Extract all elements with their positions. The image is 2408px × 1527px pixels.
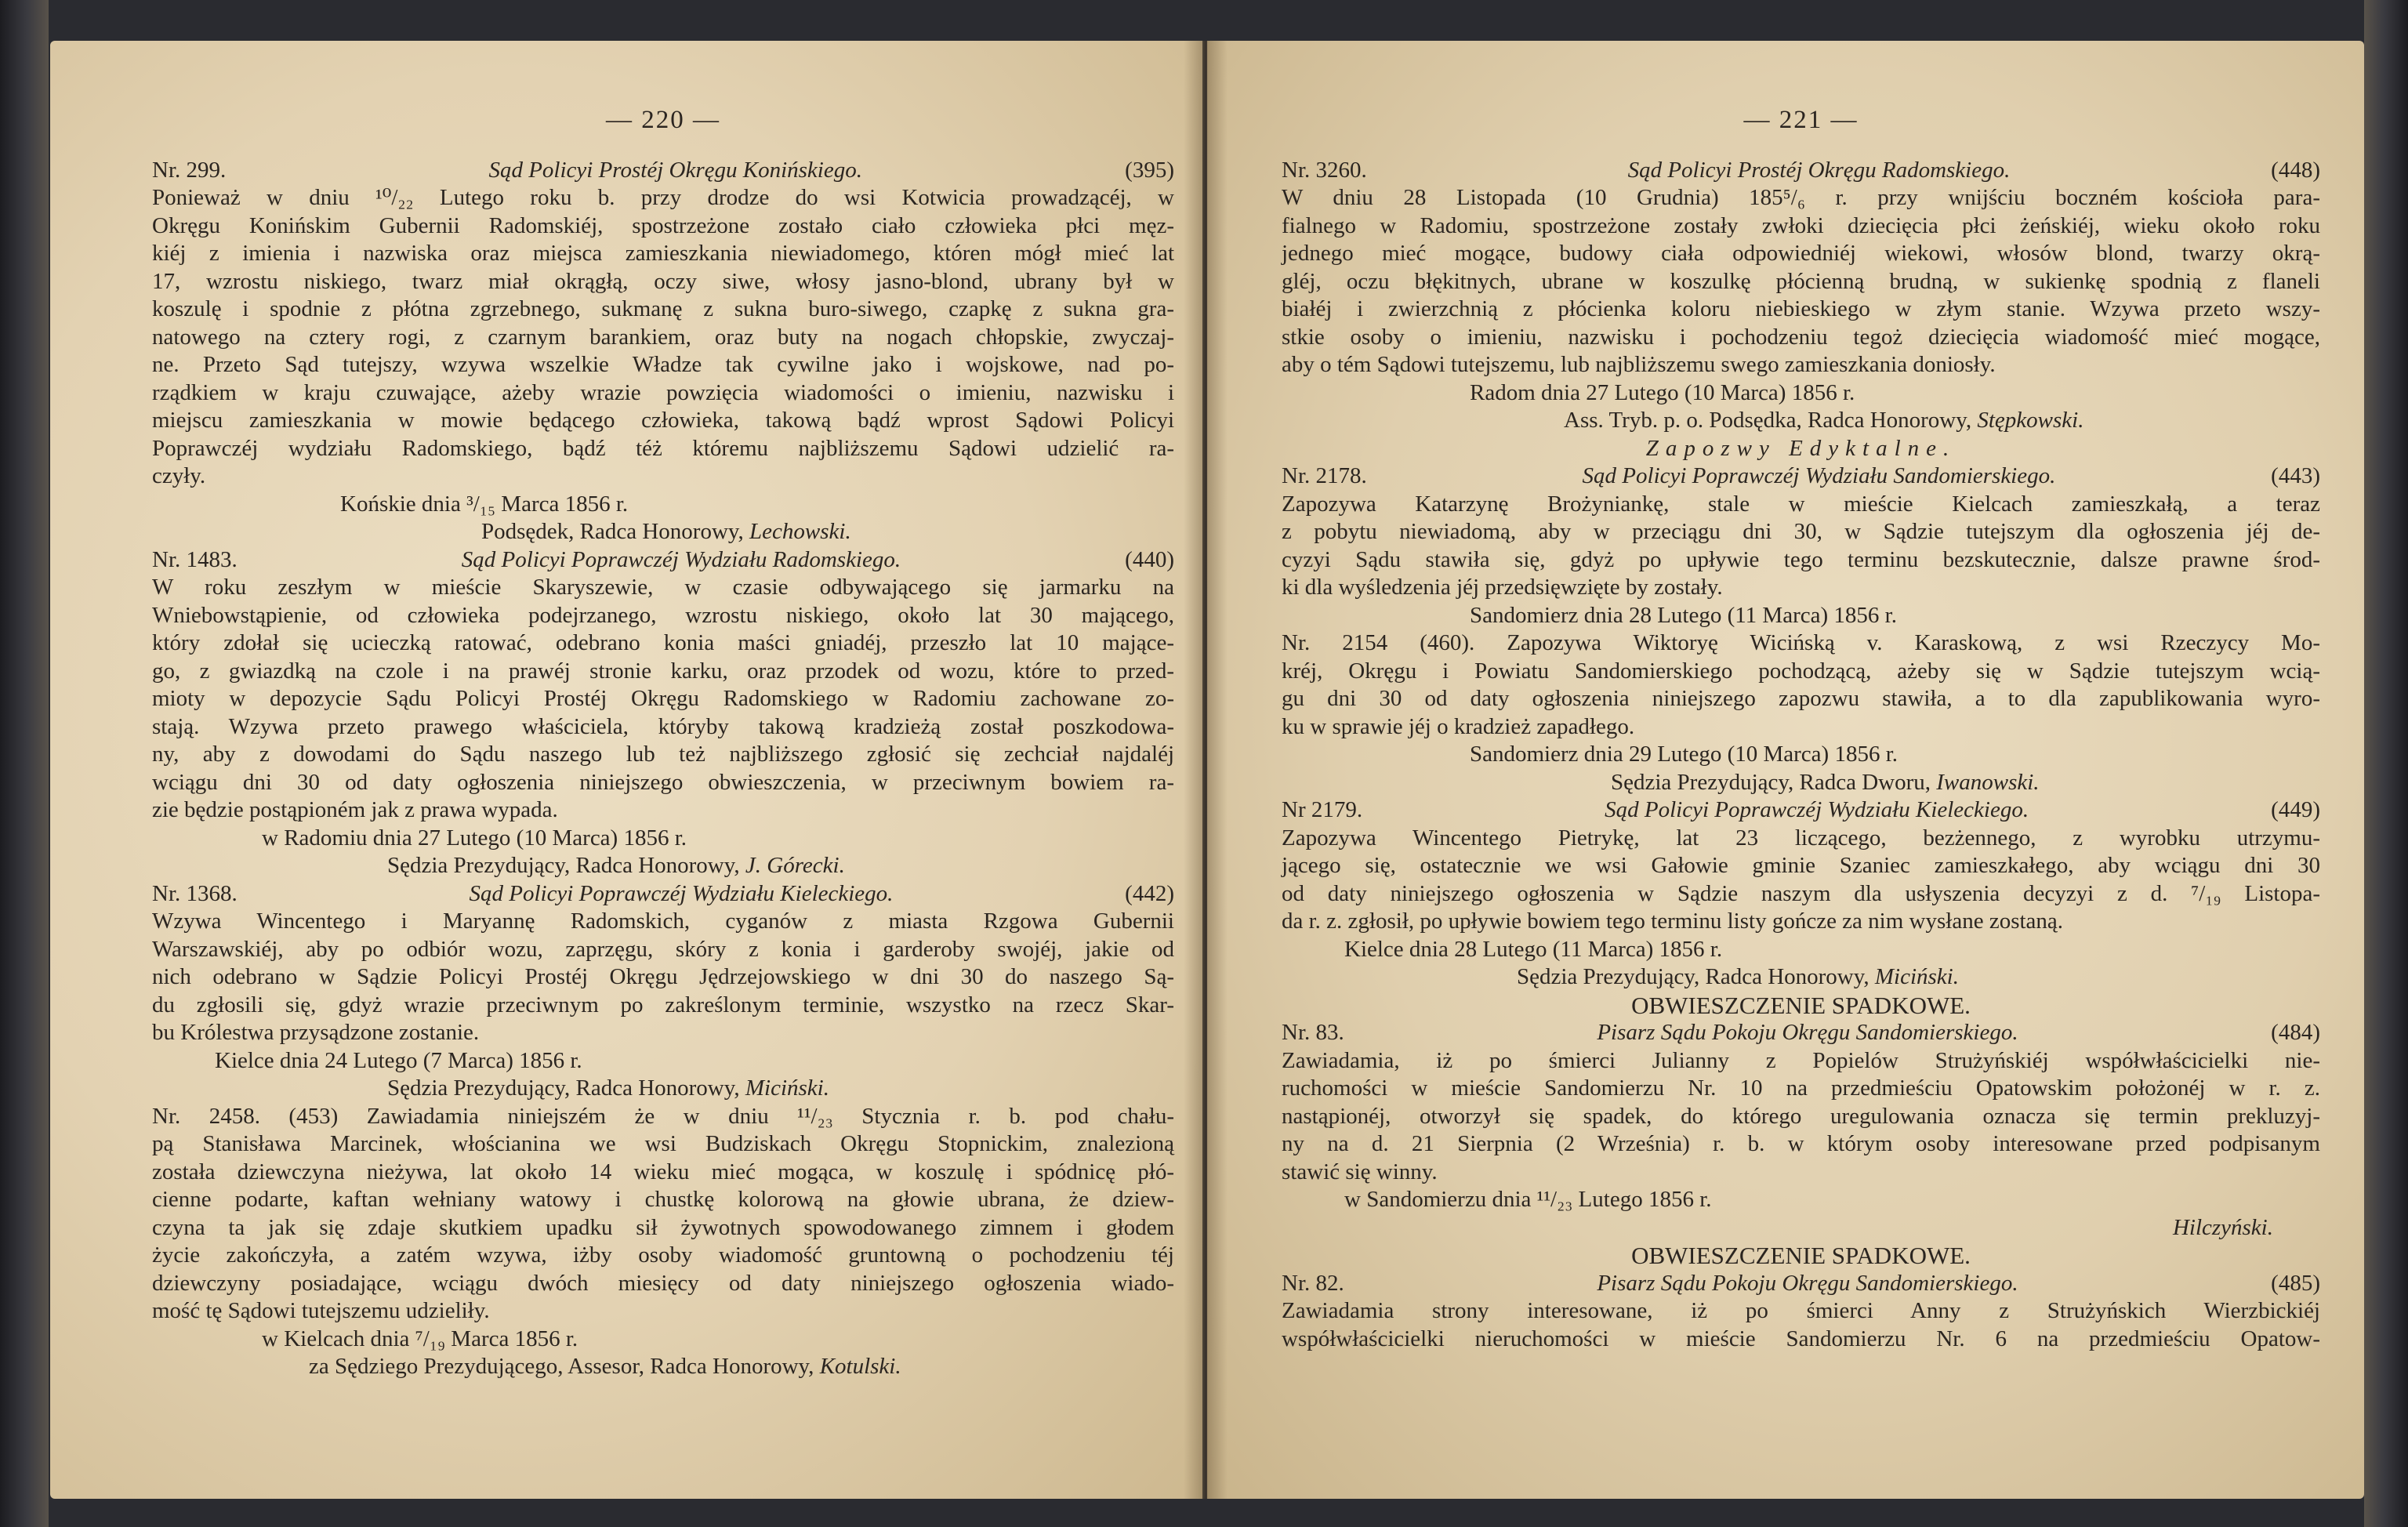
line-text: Podsędek, Radca Honorowy, [481,519,750,544]
signature-name: Iwanowski. [1936,769,2040,795]
text-line: białéj i zwierzchnią z płócienka koloru niebieskiego w złym stanie. Wzywa przeto wszy- [1282,296,2320,321]
line-text: Ass. Tryb. p. o. Podsędka, Radca Honorowy, [1564,408,1978,433]
line-text: Sandomierz dnia 28 Lutego (11 Marca) 1856 r. [1470,602,1897,628]
text-line: natowego na cztery rogi, z czarnym barankiem, oraz buty na nogach chłopskie, zwyczaj- [152,324,1174,350]
date-line [1282,379,2320,408]
notice-number: Nr. 299. [152,157,227,183]
text-line: została dziewczyna nieżywa, lat około 14 wieku mieć mogąca, w koszulę i spódnicę płó- [152,1159,1174,1184]
text-line: stają. Wzywa przeto prawego właściciela, któryby takową kradzieżą został poszkodowa- [152,713,1174,739]
text-line: nastąpionéj, otworzył się spadek, do którego uregulowania oznacza się termin prekluzyj- [1282,1103,2320,1129]
text-line: Zapozywa Wincentego Pietrykę, lat 23 liczącego, bezżennego, z wyrobku utrzymu- [1282,825,2320,851]
text-line: ruchomości w mieście Sandomierzu Nr. 10 na przedmieściu Opatowskim położonéj w r. z. [1282,1075,2320,1101]
text-line: Zawiadamia, iż po śmierci Julianny z Popielów Strużyńskiéj współwłaścicielki nie- [1282,1047,2320,1073]
text-line: kiéj z imienia i nazwiska oraz miejsca zamieszkania niewiadomego, któren mógł mieć lat [152,241,1174,266]
text-line: życie zakończyła, a zatém wzywa, iżby osoby wiadomość gruntowną o pochodzeniu téj [152,1242,1174,1268]
signature-line [1282,1214,2320,1242]
text-line: cyzyi Sądu stawiła się, gdyż po upływie tego terminu bezskutecznie, dalsze prawne środ- [1282,546,2320,572]
notice-number: Nr. 1483. [152,546,238,572]
text-line: go, z gwiazdką na czole i na prawéj stronie karku, oraz przodek od wozu, które to przed- [152,658,1174,684]
notice-number: Nr. 1368. [152,880,238,906]
section-title: OBWIESZCZENIE SPADKOWE. [1631,1242,1971,1269]
date-line [152,1047,1174,1075]
text-line: cienne podarte, kaftan wełniany watowy i chustkę kolorową na głowie ubrana, że dziew- [152,1187,1174,1212]
signature-line [1282,769,2320,797]
text-line: bu Królestwa przysądzone zostanie. [152,1020,480,1045]
line-text: za Sędziego Prezydującego, Assesor, Radca Honorowy, [309,1354,820,1379]
court-name: Sąd Policyi Poprawczéj Wydziału Sandomierskiego. [1582,463,2056,488]
text-line: dziewczyny posiadające, wciągu dwóch miesięcy od daty niniejszego ogłoszenia wiado- [152,1270,1174,1296]
text-line: pą Stanisława Marcinek, włościanina we wsi Budziskach Okręgu Stopnickim, znalezioną [152,1131,1174,1156]
text-line: z pobytu niewiadomą, aby w przeciągu dni 30, w Sądzie tutejszym dla ogłoszenia jéj de- [1282,519,2320,544]
line-text: Sandomierz dnia 29 Lutego (10 Marca) 1856 r. [1470,742,1898,767]
scan-background-right [2364,0,2408,1527]
page-number: — 221 — [1743,106,1859,134]
text-line: wciągu dni 30 od daty ogłoszenia niniejszego obwieszczenia, w przeciwnym bowiem ra- [152,769,1174,795]
line-text: Kielce dnia 24 Lutego (7 Marca) 1856 r. [215,1047,582,1073]
text-line: zie będzie postąpioném jak z prawa wypada. [152,797,558,822]
text-line: stawić się winny. [1282,1159,1438,1184]
signature-name: Stępkowski. [1977,408,2084,433]
line-text: w Radomiu dnia 27 Lutego (10 Marca) 1856 r. [262,825,687,851]
line-text: w Sandomierzu dnia ¹¹/₂₃ Lutego 1856 r. [1344,1187,1712,1212]
notice-ref: (443) [2271,463,2320,488]
notice-number: Nr. 82. [1282,1270,1344,1296]
text-line: mość tę Sądowi tutejszemu udzieliły. [152,1298,490,1323]
date-line [152,1326,1174,1354]
notice-heading [152,157,1174,185]
text-line: Okręgu Konińskim Gubernii Radomskiéj, spostrzeżone zostało ciało człowieka płci męz- [152,212,1174,238]
text-line: czyły. [152,463,206,488]
text-line: współwłaścicielki nieruchomości w mieście Sandomierzu Nr. 6 na przedmieściu Opatow- [1282,1326,2320,1351]
line-text: Kielce dnia 28 Lutego (11 Marca) 1856 r. [1344,936,1723,962]
text-line: du zgłosili się, gdyż wrazie przeciwnym po zakreślonym terminie, wszystko na rzecz Skar- [152,992,1174,1017]
signature-name: J. Górecki. [745,853,845,878]
notice-heading [1282,157,2320,185]
text-line: Warszawskiéj, aby po odbiór wozu, zaprzęgu, skóry z konia i garderoby swojéj, jakie od [152,936,1174,962]
text-line: Wniebowstąpienie, od człowieka podejrzanego, wzrostu niskiego, około lat 30 mającego, [152,602,1174,628]
notice-number: Nr. 3260. [1282,157,1367,183]
text-line: od daty niniejszego ogłoszenia w Sądzie naszym dla usłyszenia decyzyi z d. ⁷/₁₉ Listopa- [1282,880,2320,906]
text-line: jednego mieć mogące, budowy ciała odpowiedniéj wiekowi, włosów blond, twarzy okrą- [1282,241,2320,266]
court-name: Sąd Policyi Poprawczéj Wydziału Radomskiego. [461,546,901,572]
notice-heading [1282,462,2320,491]
signature-line [1282,407,2320,435]
line-text: Sędzia Prezydujący, Radca Honorowy, [387,853,745,878]
signature-name: Kotulski. [819,1354,901,1379]
line-text: Końskie dnia ³/₁₅ Marca 1856 r. [340,491,629,517]
page-number: — 220 — [606,106,720,134]
text-line: 17, wzrostu niskiego, twarz miał okrągłą, oczy siwe, włosy jasno-blond, ubrany był w [152,268,1174,294]
text-line: aby o tém Sądowi tutejszemu, lub najbliższemu swego zamieszkania doniosły. [1282,352,1996,377]
text-line: który zdołał się ucieczką ratować, odebrano konia maści gniadéj, przeszło lat 10 mające- [152,630,1174,655]
text-line: gu dni 30 od daty ogłoszenia niniejszego zapozwu stawiła, a to dla zapublikowania wyro- [1282,686,2320,711]
date-line [152,825,1174,853]
text-line: miejscu zamieszkania w mowie będącego człowieka, takową bądź wprost Sądowi Policyi [152,408,1174,433]
text-line: kréj, Okręgu i Powiatu Sandomierskiego pochodzącą, ażeby się w Sądzie tutejszym wcią- [1282,658,2320,684]
text-line: gléj, oczu błękitnych, ubrane w koszulkę płócienną brudną, w sukienkę spodnią z flaneli [1282,268,2320,294]
signature-line [152,852,1174,880]
text-line: fialnego w Radomiu, spostrzeżone zostały zwłoki dziecięcia płci żeńskiéj, wieku około roku [1282,212,2320,238]
notice-heading [152,546,1174,575]
text-line: Nr. 2154 (460). Zapozywa Wiktoryę Wicińską v. Karaskową, z wsi Rzeczycy Mo- [1282,630,2320,655]
notice-ref: (448) [2271,157,2320,183]
text-line: rządkiem w kraju czuwające, ażeby wrazie powzięcia wiadomości o imieniu, nazwisku i [152,379,1174,405]
line-text: Sędzia Prezydujący, Radca Dworu, [1611,769,1937,795]
notice-number: Nr. 2178. [1282,463,1367,488]
text-line: czyna ta jak się zdaje skutkiem upadku sił żywotnych spowodowanego zimnem i głodem [152,1214,1174,1240]
court-name: Sąd Policyi Poprawczéj Wydziału Kieleckiego. [1605,797,2029,822]
line-text: Radom dnia 27 Lutego (10 Marca) 1856 r. [1470,379,1855,405]
line-text: w Kielcach dnia ⁷/₁₉ Marca 1856 r. [262,1326,578,1351]
text-line: Zapozywa Katarzynę Brożyniankę, stale w mieście Kielcach zamieszkałą, a teraz [1282,491,2320,517]
book-gutter [1184,41,1228,1499]
text-line: jącego się, ostatecznie we wsi Gałowie gminie Szaniec zamieszkałego, aby wciągu dni 30 [1282,853,2320,878]
text-line: koszulę i spodnie z płótna zgrzebnego, sukmanę z sukna buro-siwego, czapkę z sukna gra- [152,296,1174,321]
text-line: stkie osoby o imieniu, nazwisku i pochodzeniu tegoż dziecięcia wiadomość mieć mogące, [1282,324,2320,350]
line-text: Sędzia Prezydujący, Radca Honorowy, [387,1075,745,1101]
notice-ref: (484) [2271,1020,2320,1045]
text-line: ku w sprawie jéj o kradzież zapadłego. [1282,713,1635,739]
text-line: da r. z. zgłosił, po upływie bowiem tego terminu listy gończe za nim wysłane zostaną. [1282,909,2064,934]
notice-ref: (449) [2271,797,2320,822]
court-name: Sąd Policyi Poprawczéj Wydziału Kieleckiego. [469,880,894,906]
text-line: ki dla wyśledzenia jéj przedsięwzięte by zostały. [1282,575,1723,600]
left-page [50,41,1202,1499]
signature-name: Hilczyński. [2172,1214,2273,1240]
text-line: ny, aby z dowodami do Sądu naszego lub też najbliższego zgłosić się zechciał najdaléj [152,742,1174,767]
court-name: Sąd Policyi Prostéj Okręgu Radomskiego. [1627,157,2011,183]
date-line [1282,1186,2320,1214]
signature-line [152,1353,1174,1381]
text-line: ny na d. 21 Sierpnia (2 Września) r. b. w którym osoby interesowane przed podpisanym [1282,1131,2320,1156]
notice-ref: (395) [1125,157,1174,183]
signature-line [1282,963,2320,992]
right-page [1207,41,2364,1499]
court-name: Pisarz Sądu Pokoju Okręgu Sandomierskiego. [1597,1020,2018,1045]
court-name: Sąd Policyi Prostéj Okręgu Konińskiego. [488,157,862,183]
notice-ref: (442) [1125,880,1174,906]
signature-name: Miciński. [745,1075,829,1101]
text-line: Wzywa Wincentego i Maryannę Radomskich, cyganów z miasta Rzgowa Gubernii [152,909,1174,934]
text-line: Poprawczéj wydziału Radomskiego, bądź téż któremu najbliższemu Sądowi udzielić ra- [152,435,1174,461]
notice-number: Nr 2179. [1282,797,1363,822]
notice-ref: (440) [1125,546,1174,572]
notice-heading [1282,1270,2320,1298]
court-name: Pisarz Sądu Pokoju Okręgu Sandomierskiego. [1597,1270,2018,1296]
text-line: mioty w depozycie Sądu Policyi Prostéj Okręgu Radomskiego w Radomiu zachowane zo- [152,686,1174,711]
notice-heading [1282,796,2320,825]
line-text: Sędzia Prezydujący, Radca Honorowy, [1517,964,1875,989]
scan-background-left [0,0,49,1527]
signature-name: Miciński. [1874,964,1959,989]
text-line: Ponieważ w dniu ¹⁰/₂₂ Lutego roku b. przy drodze do wsi Kotwicia prowadzącéj, w [152,185,1174,210]
text-line: W roku zeszłym w mieście Skaryszewie, w czasie odbywającego się jarmarku na [152,575,1174,600]
text-line: Zawiadamia strony interesowane, iż po śmierci Anny z Strużyńskich Wierzbickiéj [1282,1298,2320,1323]
signature-line [152,1075,1174,1103]
date-line [1282,936,2320,964]
text-line: ne. Przeto Sąd tutejszy, wzywa wszelkie Władze tak cywilne jako i wojskowe, nad po- [152,352,1174,377]
date-line [1282,741,2320,769]
page-body [152,157,1174,1381]
date-line [1282,602,2320,630]
signature-line [152,518,1174,546]
text-line: W dniu 28 Listopada (10 Grudnia) 185⁵/₆ r. przy wnijściu boczném kościoła para- [1282,185,2320,210]
section-title: Zapozwy Edyktalne. [1645,435,1956,461]
notice-heading [152,880,1174,909]
signature-name: Lechowski. [749,519,851,544]
notice-ref: (485) [2271,1270,2320,1296]
section-title: OBWIESZCZENIE SPADKOWE. [1631,991,1971,1019]
notice-number: Nr. 83. [1282,1020,1344,1045]
date-line [152,491,1174,519]
text-line: Nr. 2458. (453) Zawiadamia niniejszém że w dniu ¹¹/₂₃ Stycznia r. b. pod chału- [152,1103,1174,1129]
notice-heading [1282,1019,2320,1047]
text-line: nich odebrano w Sądzie Policyi Prostéj Okręgu Jędrzejowskiego w dni 30 do naszego Są- [152,964,1174,989]
page-body [1282,157,2320,1354]
